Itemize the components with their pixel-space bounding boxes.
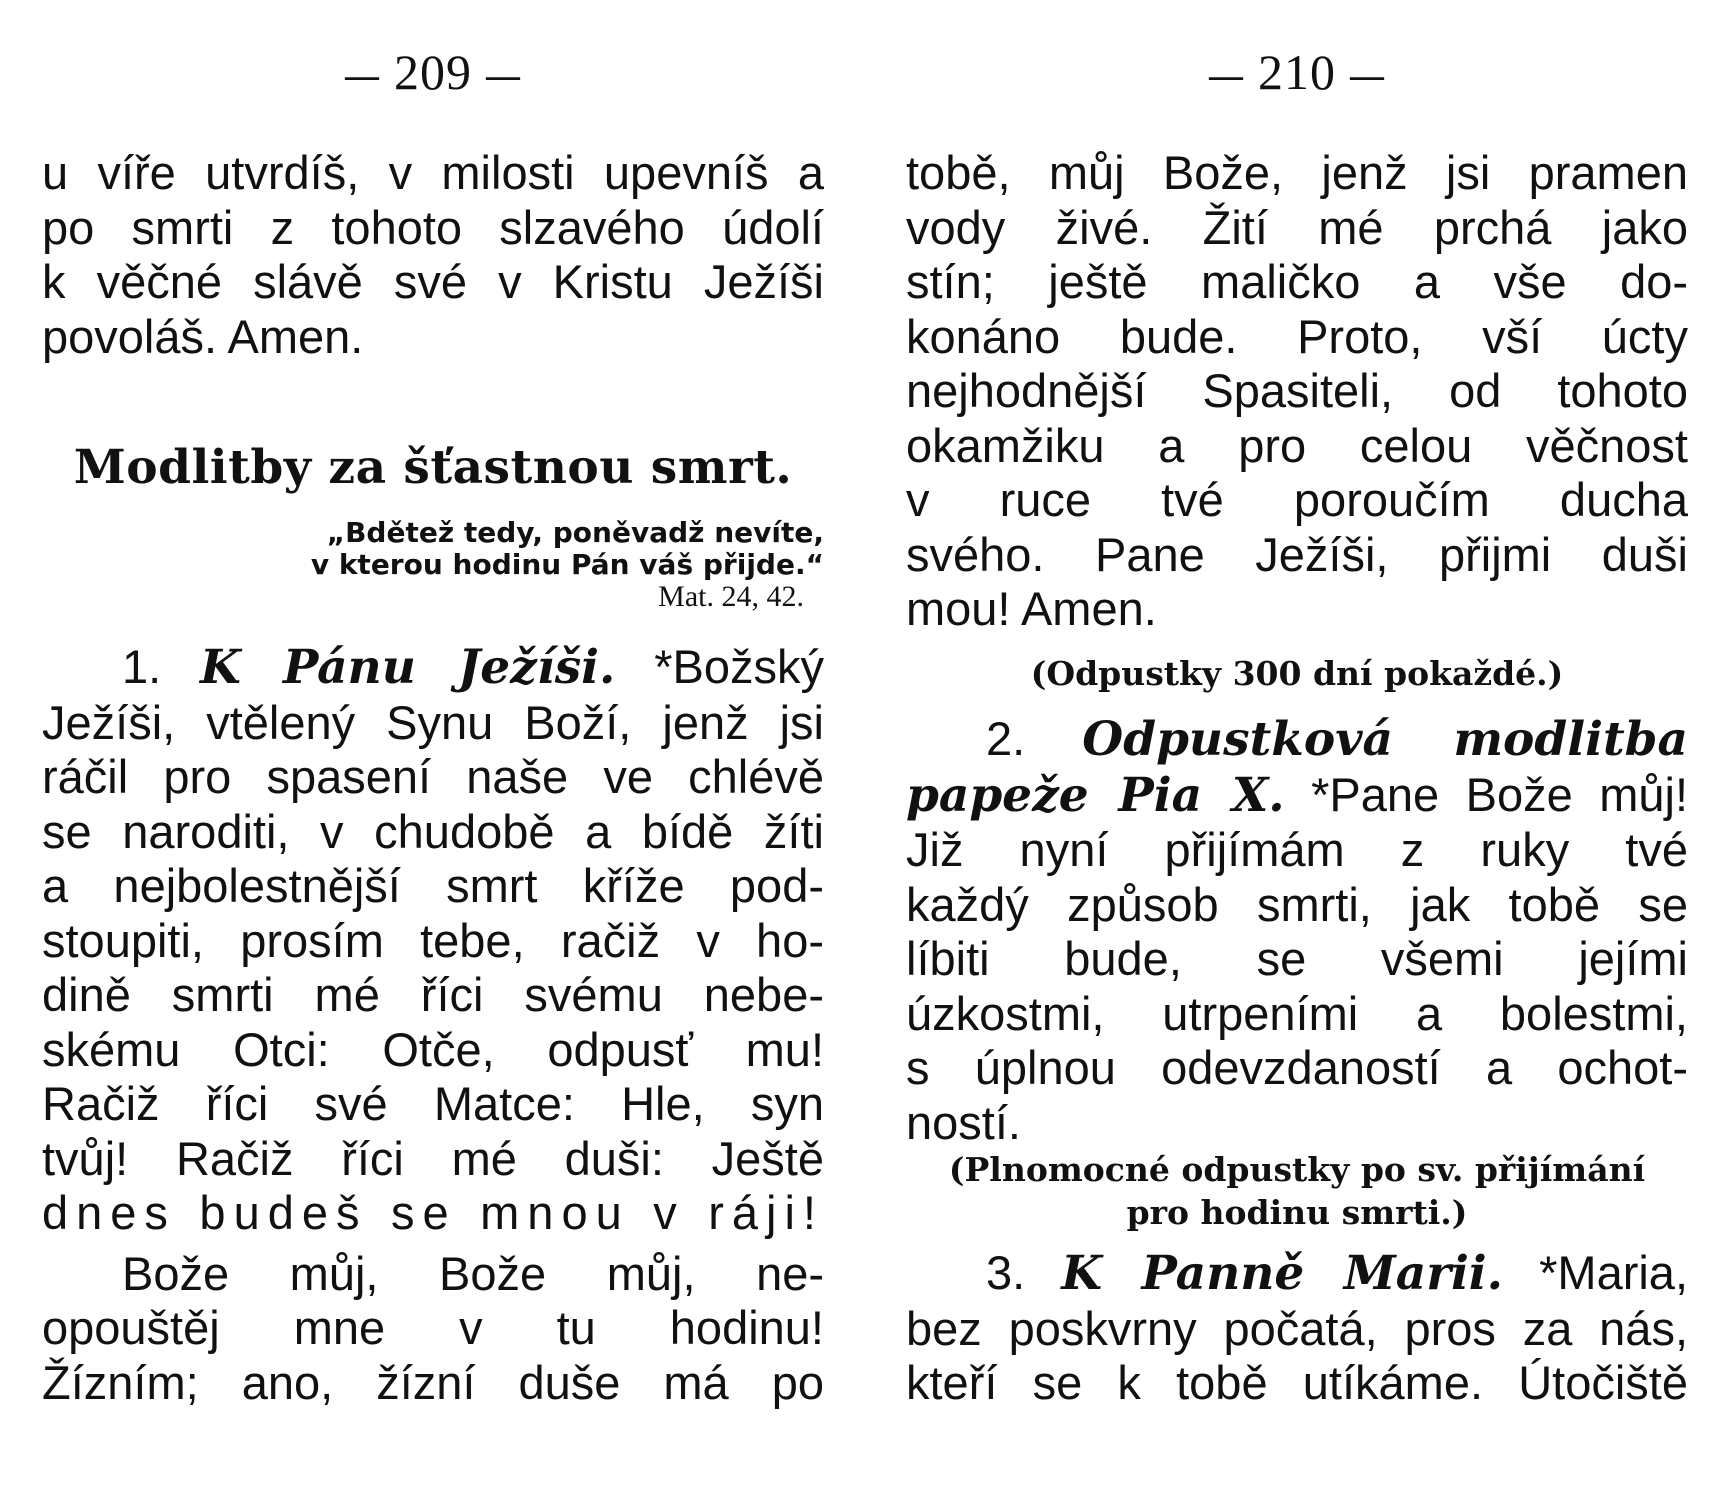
text-line: okamžiku a pro celou věčnost: [906, 418, 1688, 472]
page-number-left: — 209 —: [343, 44, 523, 100]
prayer-2: [906, 712, 1688, 1150]
text-fragment: *Božský: [654, 640, 824, 693]
text-fragment: *Pane Bože můj!: [1311, 767, 1688, 821]
prayer-number: 3.: [986, 1246, 1026, 1299]
text-line: povoláš. Amen.: [42, 309, 364, 363]
text-line: stoupiti, prosím tebe, račiž v ho-: [42, 913, 824, 967]
page-number-right: — 210 —: [1207, 44, 1387, 100]
prayer-heading: Odpustková modlitba: [1082, 712, 1688, 767]
text-line: líbiti bude, se všemi jejími: [906, 932, 1688, 985]
right-page: [906, 0, 1688, 1500]
text-line: a nejbolestnější smrt kříže pod-: [42, 859, 824, 912]
prayer-3-first-line: [906, 1246, 1688, 1302]
text-line: u víře utvrdíš, v milosti upevníš a: [42, 146, 824, 199]
text-fragment: *Maria,: [1539, 1246, 1688, 1299]
intro-paragraph: [42, 146, 824, 364]
prayer-2-heading-line: [906, 712, 1688, 768]
text-line: po smrti z tohoto slzavého údolí: [42, 200, 824, 254]
text-line: kteří se k tobě utíkáme. Útočiště: [906, 1356, 1688, 1409]
text-line: úzkostmi, utrpeními a bolestmi,: [906, 986, 1688, 1040]
prayer-heading: papeže Pia X.: [906, 767, 1285, 823]
text-line: mou! Amen.: [906, 582, 1157, 635]
text-line: Račiž říci své Matce: Hle, syn: [42, 1077, 824, 1130]
text-line: svého. Pane Ježíši, přijmi duši: [906, 527, 1688, 581]
text-line: Ježíši, vtělený Synu Boží, jenž jsi: [42, 695, 824, 749]
text-line: opouštěj mne v tu hodinu!: [42, 1301, 824, 1354]
text-line: k věčné slávě své v Kristu Ježíši: [42, 255, 824, 308]
prayer-1: [42, 640, 824, 1410]
text-line: Již nyní přijímám z ruky tvé: [906, 823, 1688, 876]
prayer-1-first-line: [42, 640, 824, 696]
text-line: tobě, můj Bože, jenž jsi pramen: [906, 146, 1688, 199]
indulgence-note-2: [906, 1148, 1688, 1234]
indulgence-line: (Plnomocné odpustky po sv. přijímání: [948, 1150, 1646, 1189]
indulgence-note: (Odpustky 300 dní pokaždé.): [1030, 654, 1564, 693]
text-line: tvůj! Račiž říci mé duši: Ještě: [42, 1131, 824, 1185]
text-line: dině smrti mé říci svému nebe-: [42, 968, 824, 1021]
text-line: ráčil pro spasení naše ve chlévě: [42, 750, 824, 803]
text-line: bez poskvrny počatá, pros za nás,: [906, 1301, 1688, 1355]
text-line: s úplnou odevzdaností a ochot-: [906, 1041, 1688, 1094]
indulgence-line: pro hodinu smrti.): [1126, 1193, 1468, 1232]
text-line: Bože můj, Bože můj, ne-: [122, 1246, 824, 1300]
text-line: se naroditi, v chudobě a bídě žíti: [42, 804, 824, 858]
prayer-1-continued: [906, 146, 1688, 637]
epigraph-line: „Bdětež tedy, poněvadž nevíte,: [326, 516, 824, 549]
text-line: konáno bude. Proto, vší úcty: [906, 309, 1688, 363]
text-line: skému Otci: Otče, odpusť mu!: [42, 1022, 824, 1076]
section-title: Modlitby za šťastnou smrt.: [73, 440, 793, 495]
text-line: nejhodnější Spasiteli, od tohoto: [906, 364, 1688, 417]
text-line: vody živé. Žití mé prchá jako: [906, 200, 1688, 254]
text-line: každý způsob smrti, jak tobě se: [906, 877, 1688, 931]
prayer-number: 2.: [986, 712, 1026, 765]
text-line: v ruce tvé poroučím ducha: [906, 473, 1688, 526]
text-line: ností.: [906, 1095, 1021, 1149]
prayer-heading: K Pánu Ježíši.: [200, 640, 616, 695]
epigraph-citation: Mat. 24, 42.: [658, 580, 804, 613]
text-line: stín; ještě maličko a vše do-: [906, 255, 1688, 308]
text-line: Žízním; ano, žízní duše má po: [42, 1355, 824, 1409]
epigraph: [264, 517, 824, 613]
prayer-3: [906, 1246, 1688, 1411]
prayer-number: 1.: [122, 640, 162, 693]
text-line: dnes budeš se mnou v ráji!: [42, 1186, 824, 1239]
prayer-heading: K Panně Marii.: [1061, 1246, 1504, 1301]
prayer-2-second-line: [906, 768, 1688, 824]
left-page: [42, 0, 824, 1500]
epigraph-line: v kterou hodinu Pán váš přijde.“: [310, 548, 824, 581]
